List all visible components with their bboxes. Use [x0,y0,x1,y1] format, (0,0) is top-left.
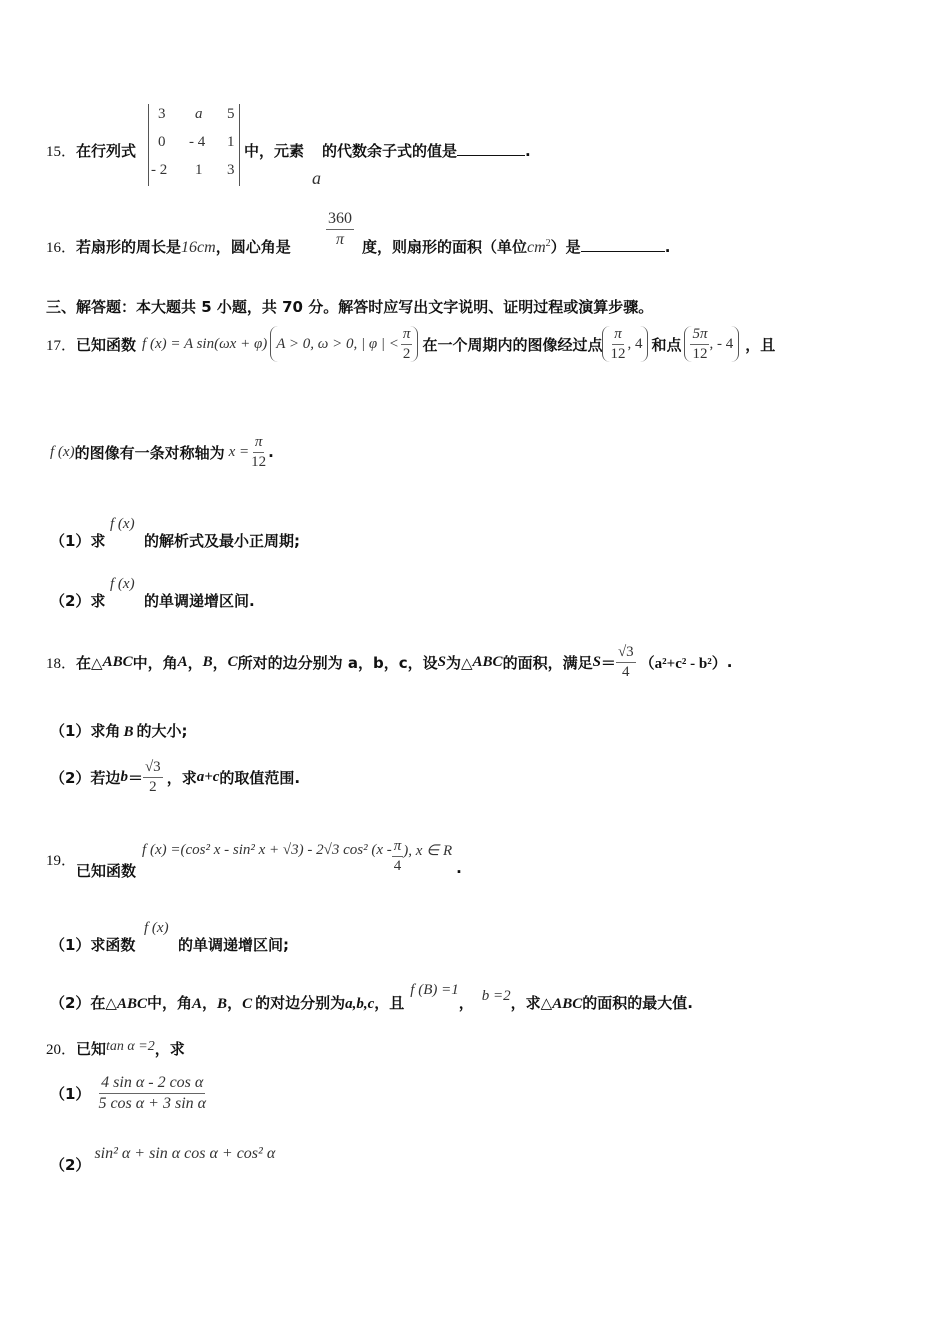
q17-p2-num: 5π [690,326,709,345]
q16-perimeter: 16cm [181,239,216,256]
q17-cond-fraction [401,326,413,362]
q16-unit-exp: 2 [545,238,551,249]
det-cell-2-2: 3 [227,162,235,178]
q17-p1-fraction [608,326,627,362]
q18-end: . [726,653,733,671]
q15-answer-blank [457,141,525,156]
q18-s1-end: 的大小; [136,722,188,740]
q17-s2-label: （2）求 [50,592,106,610]
q17-p1-y: , 4 [627,335,643,352]
q18-expr: （a²+c² - b²） [639,655,727,672]
q17-sub-1 [50,530,105,551]
q17-condition [270,326,418,362]
q18-abc: ABC [102,653,133,670]
det-cell-2-1: 1 [195,162,203,178]
q17-axis-fraction [249,434,268,470]
q15-rest [244,140,531,161]
q19-s2-t3: ，且 [374,994,405,1012]
det-cell-0-2: 5 [227,106,235,122]
q17-axis-num: π [253,434,265,453]
q18-sep1: ， [187,653,203,672]
q20-s1-num: 4 sin α - 2 cos α [99,1074,205,1094]
q18-number: 18． [46,655,77,672]
q20-given: tan α =2 [106,1038,155,1054]
q19-func-a: f (x) =(cos² x - sin² x + √3) - 2√3 cos² (x - [142,841,392,858]
q18-abc2: ABC [472,653,503,670]
q17-s1-f: f (x) [110,516,135,532]
det-cell-1-2: 1 [227,134,235,150]
q20-s1: （1） [50,1084,91,1103]
q20-s2: （2） [50,1156,91,1174]
q16-unit: cm [527,239,546,256]
q17-func: f (x) = A sin(ωx + φ) [142,335,268,352]
q19-s2: （2）在△ [50,994,117,1012]
q17-s2-f: f (x) [110,576,135,592]
q19-func-fraction [392,838,404,874]
q18-t3: 所对的边分别为 a，b，c，设 [237,653,438,672]
q18-k-den: 4 [622,663,630,680]
q19-s2-f: f (B) =1 [410,982,459,998]
q19-s2-comma: ， [458,994,474,1012]
q18-sub-1 [50,720,187,741]
q19-s1-f: f (x) [144,920,169,936]
q15-number: 15． [46,144,77,160]
q18-b-den: 2 [149,778,157,795]
q18-A: A [177,653,188,670]
q19-func-b: ), x ∈ R [403,842,453,859]
det-cell-0-0: 3 [158,106,166,122]
q15-text-b: 中，元素 [244,142,305,160]
q18-s1-B: B [123,724,134,740]
q18-k-num: √3 [616,644,636,663]
section-3-heading: 三、解答题：本大题共 5 小题，共 70 分。解答时应写出文字说明、证明过程或演算步骤。 [46,298,654,316]
q19-s2-abc3: ABC [552,996,583,1012]
q19-s2-t1: 中，角 [147,994,193,1012]
q17-t2: 在一个周期内的图像经过点 [422,335,603,354]
q15-text-c: 的代数余子式的值是 [322,142,458,160]
q17-cond: A > 0, ω > 0, | φ | < [276,335,399,352]
q18-s2-t: ，求 [166,768,197,787]
q19-s2-C: C [242,996,253,1012]
q16-t1: 若扇形的周长是 [76,238,182,256]
q19-s1-text: 的单调递增区间; [178,936,289,954]
q18-s2-b: b [120,768,128,785]
q17-p2-den: 12 [692,345,708,362]
q17-s1-label: （1）求 [50,532,106,550]
q15-element: a [312,168,321,188]
q19-s2-b: b =2 [481,988,511,1004]
q16-end: . [664,238,671,256]
q18-b-fraction [143,759,163,795]
q18-s2: （2）若边 [50,768,121,787]
q17-line2-text: 的图像有一条对称轴为 [74,443,225,462]
q18-S2: S [592,653,601,670]
q17-s1-text: 的解析式及最小正周期; [144,532,300,550]
q17-point-2 [684,326,739,362]
q17-axis-den: 12 [251,453,267,470]
q19-sub-1 [50,934,135,955]
q20-sub-2 [50,1145,276,1175]
q17-line2-f: f (x) [50,443,75,460]
q18-s2-ac: a+c [196,768,220,785]
q16-angle-fraction [326,210,354,248]
det-cell-1-1: - 4 [189,134,206,150]
q15-determinant [148,104,240,186]
q18-line1 [46,636,732,688]
q17-p1-den: 12 [610,345,626,362]
q15 [46,140,136,161]
q18-t5: 的面积，满足 [502,653,593,672]
q18-eq: ＝ [600,653,616,672]
q19-s2-abc2: a,b,c [345,996,375,1012]
q18-C: C [227,653,238,670]
det-cell-0-1: a [195,106,203,122]
q18-t2: 中，角 [132,653,178,672]
q19-s2-t5: 的面积的最大值. [582,994,693,1012]
det-cell-1-0: 0 [158,134,166,150]
q19-f-num: π [392,838,404,857]
q17-line2 [50,432,274,472]
q16-t2: ，圆心角是 [215,238,291,256]
q17-t1: 已知函数 [76,335,137,354]
q18-t1: 在△ [76,653,103,672]
q19-sub-2: （2）在△ ABC 中，角 A ， B ， C 的对边分别为 a,b,c ，且 f (B) =1 ， b =2 ，求△ ABC 的面积的最大值. [50,982,693,1012]
q20-line1 [46,1038,185,1059]
q20-number: 20． [46,1042,77,1058]
q18-S: S [437,653,446,670]
q19-line1 [46,834,462,884]
q19-s2-abc: ABC [116,996,147,1012]
q17-p2-y: , - 4 [709,335,734,352]
q16-number: 16． [46,240,77,256]
q18-sep2: ， [212,653,228,672]
q15-end: . [525,142,531,160]
q17-t4: ，且 [745,335,776,354]
q17-axis-lhs: x = [228,443,250,460]
q17-p2-fraction [690,326,709,362]
q17-number: 17． [46,337,77,354]
q18-B: B [202,653,213,670]
q17-line1 [46,320,775,368]
q19-s2-B: B [217,996,228,1012]
q16 [46,236,291,257]
q18-b-num: √3 [143,759,163,778]
q17-t3: 和点 [651,335,682,354]
q16-t3: 度，则扇形的面积（单位 [362,238,528,256]
q17-line2-end: . [268,443,274,461]
q16-angle-numerator: 360 [326,210,354,230]
q20-sub-1 [50,1068,208,1118]
q20-s1-den: 5 cos α + 3 sin α [98,1094,207,1112]
q19-s1: （1）求函数 [50,936,136,954]
q17-sub-2 [50,590,105,611]
q17-cond-den: 2 [402,345,411,362]
q18-s1: （1）求角 [50,722,121,740]
q17-cond-num: π [401,326,413,345]
q20-s2-expr: sin² α + sin α cos α + cos² α [94,1145,276,1162]
q16-rest [362,236,670,257]
q19-end: . [456,859,462,877]
q18-t4: 为△ [446,653,473,672]
q19-number: 19． [46,852,77,869]
q19-t1: 已知函数 [76,861,137,880]
q20-t1: 已知 [76,1040,107,1058]
q16-t4: ）是 [550,238,581,256]
q19-s2-t2: 的对边分别为 [255,994,346,1012]
q18-sub-2 [50,752,300,802]
q18-s2-eq: ＝ [127,768,143,787]
q17-point-1 [602,326,648,362]
q16-angle-denominator: π [335,230,344,248]
q19-s2-A: A [192,996,203,1012]
q18-s2-end: 的取值范围. [219,768,301,787]
q20-s1-fraction [96,1074,208,1112]
det-cell-2-0: - 2 [151,162,168,178]
q16-answer-blank [581,237,665,252]
q17-p1-num: π [612,326,624,345]
q20-t2: ，求 [154,1040,185,1058]
q19-s2-t4: ，求△ [510,994,553,1012]
q18-k-fraction [616,644,636,680]
q19-f-den: 4 [393,857,402,874]
q17-s2-text: 的单调递增区间. [144,592,255,610]
q15-text-a: 在行列式 [76,142,137,160]
